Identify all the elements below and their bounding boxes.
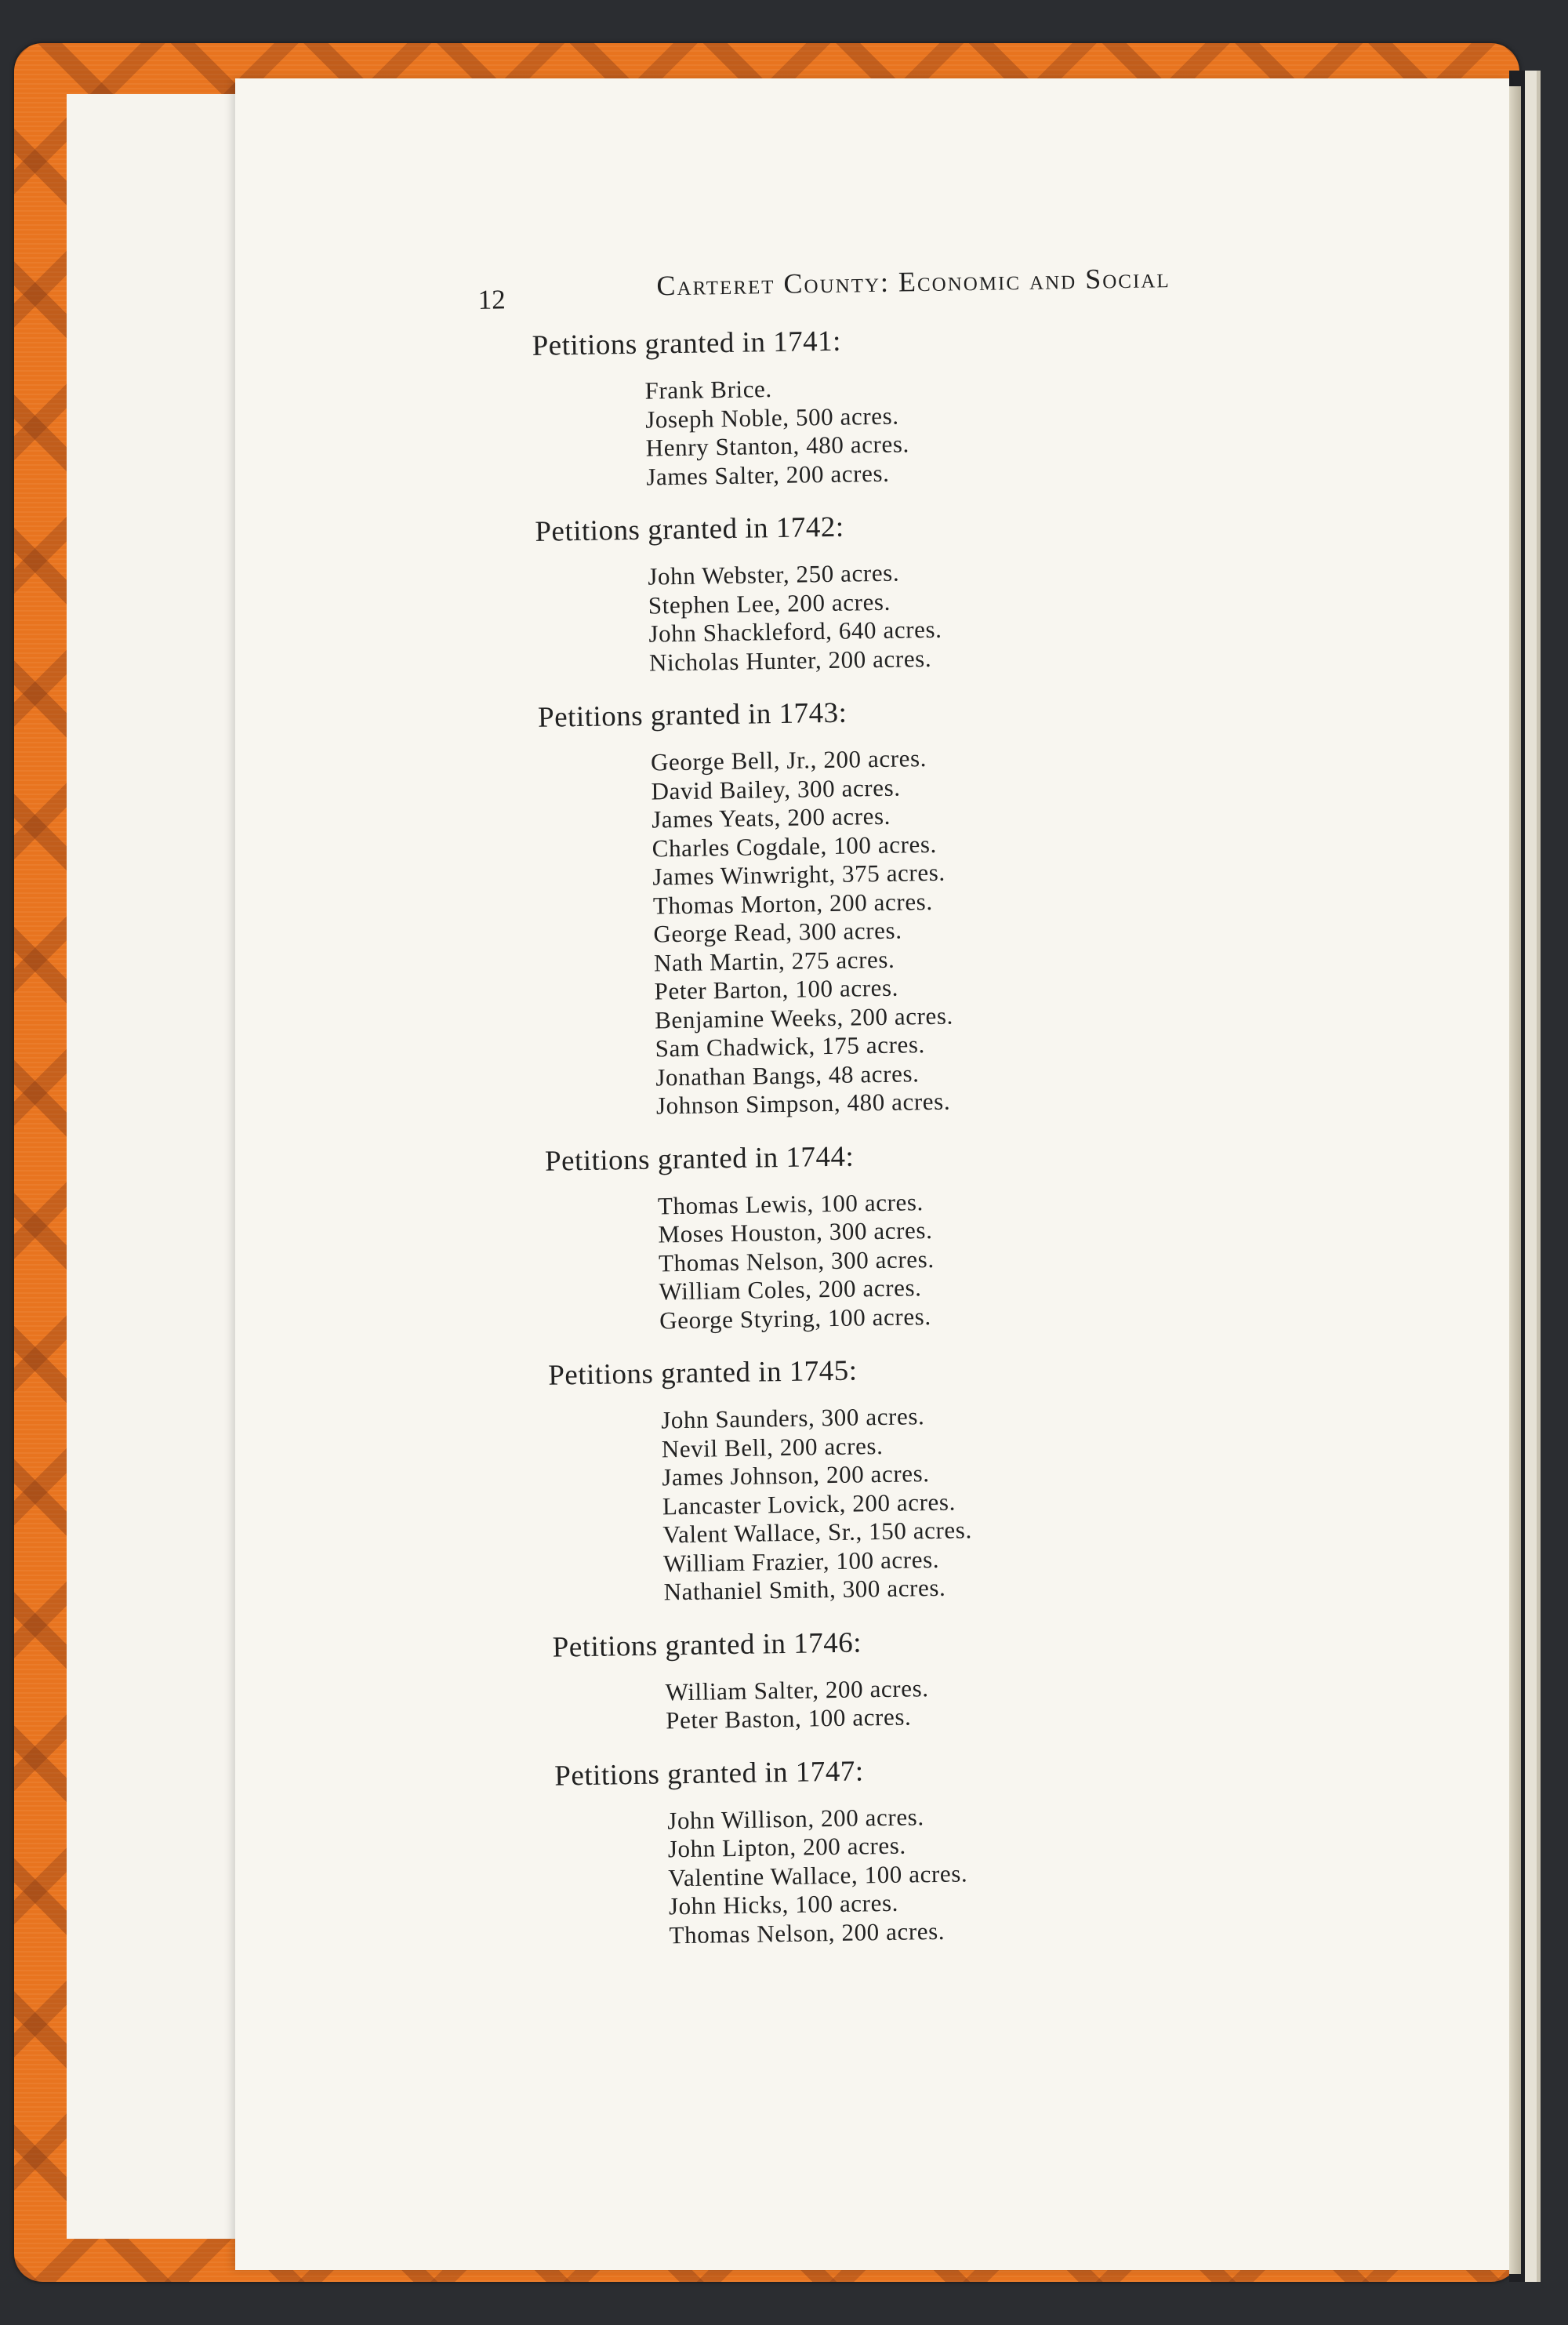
petition-entry: Stephen Lee, 200 acres. [648,587,891,619]
petition-entry: John Webster, 250 acres. [648,558,900,590]
petition-entry: James Salter, 200 acres. [646,459,890,491]
petition-entry: Benjamine Weeks, 200 acres. [654,1001,954,1034]
petition-entry: Nathaniel Smith, 300 acres. [663,1573,946,1606]
petition-entry: Valentine Wallace, 100 acres. [668,1858,968,1891]
petition-entry: Thomas Nelson, 200 acres. [669,1916,946,1949]
petition-entry: George Styring, 100 acres. [659,1302,931,1334]
petition-entry: Lancaster Lovick, 200 acres. [662,1488,956,1520]
petition-entry: Thomas Morton, 200 acres. [652,887,933,920]
petition-entry: Peter Baston, 100 acres. [665,1702,912,1735]
petition-entry: John Hicks, 100 acres. [668,1888,899,1920]
petition-entry: John Saunders, 300 acres. [660,1402,925,1434]
petition-entry: John Lipton, 200 acres. [667,1831,906,1863]
petition-entry: George Read, 300 acres. [653,916,902,948]
petition-entry: Peter Barton, 100 acres. [654,973,899,1005]
petition-entry: William Salter, 200 acres. [665,1673,929,1706]
petition-entry: James Johnson, 200 acres. [662,1459,930,1491]
petition-entry: Henry Stanton, 480 acres. [645,430,910,462]
petition-entry: Sam Chadwick, 175 acres. [655,1030,926,1063]
petition-entry: George Bell, Jr., 200 acres. [650,744,927,776]
petition-section [488,1128,1323,1338]
section-heading: Petitions granted in 1746: [552,1626,862,1664]
petition-entry: Nevil Bell, 200 acres. [661,1431,884,1462]
petition-section [492,1342,1327,1609]
page-number: 12 [477,284,506,315]
section-heading: Petitions granted in 1743: [537,696,848,734]
petition-section [495,1614,1328,1738]
petition-entry: John Willison, 200 acres. [666,1802,924,1834]
section-heading: Petitions granted in 1741: [532,325,842,362]
petition-entry: William Frazier, 100 acres. [662,1545,940,1577]
petition-entry: Jonathan Bangs, 48 acres. [655,1059,920,1091]
section-heading: Petitions granted in 1744: [544,1140,855,1178]
petition-entry: James Winwright, 375 acres. [652,858,946,891]
page-edge [1509,86,1521,2274]
petition-section [478,498,1312,680]
running-head [474,249,1306,325]
petition-entry: John Shackleford, 640 acres. [648,615,942,648]
running-head-title: Carteret County: Economic and Social [656,262,1171,302]
petition-sections [475,312,1331,1952]
section-heading: Petitions granted in 1747: [554,1754,864,1793]
petition-entry: Charles Cogdale, 100 acres. [652,830,938,863]
section-heading: Petitions granted in 1745: [547,1354,858,1392]
petition-entry: Nicholas Hunter, 200 acres. [648,644,932,677]
petition-entry: Joseph Noble, 500 acres. [644,401,899,434]
petition-entry: James Yeats, 200 acres. [651,801,891,834]
petition-entry: Valent Wallace, Sr., 150 acres. [662,1516,973,1549]
petition-section [475,312,1308,494]
petition-entry: Moses Houston, 300 acres. [658,1215,933,1248]
petition-entry: Thomas Lewis, 100 acres. [657,1187,924,1219]
petition-entry: Frank Brice. [644,375,772,405]
petition-entry: Thomas Nelson, 300 acres. [658,1244,935,1277]
section-heading: Petitions granted in 1742: [535,510,844,548]
petition-entry: William Coles, 200 acres. [659,1273,922,1306]
petition-section [481,684,1319,1123]
petition-section [498,1742,1332,1953]
page-text [474,249,1332,1969]
petition-entry: David Bailey, 300 acres. [651,773,901,805]
petition-entry: Johnson Simpson, 480 acres. [655,1087,951,1120]
petition-entry: Nath Martin, 275 acres. [653,945,895,977]
